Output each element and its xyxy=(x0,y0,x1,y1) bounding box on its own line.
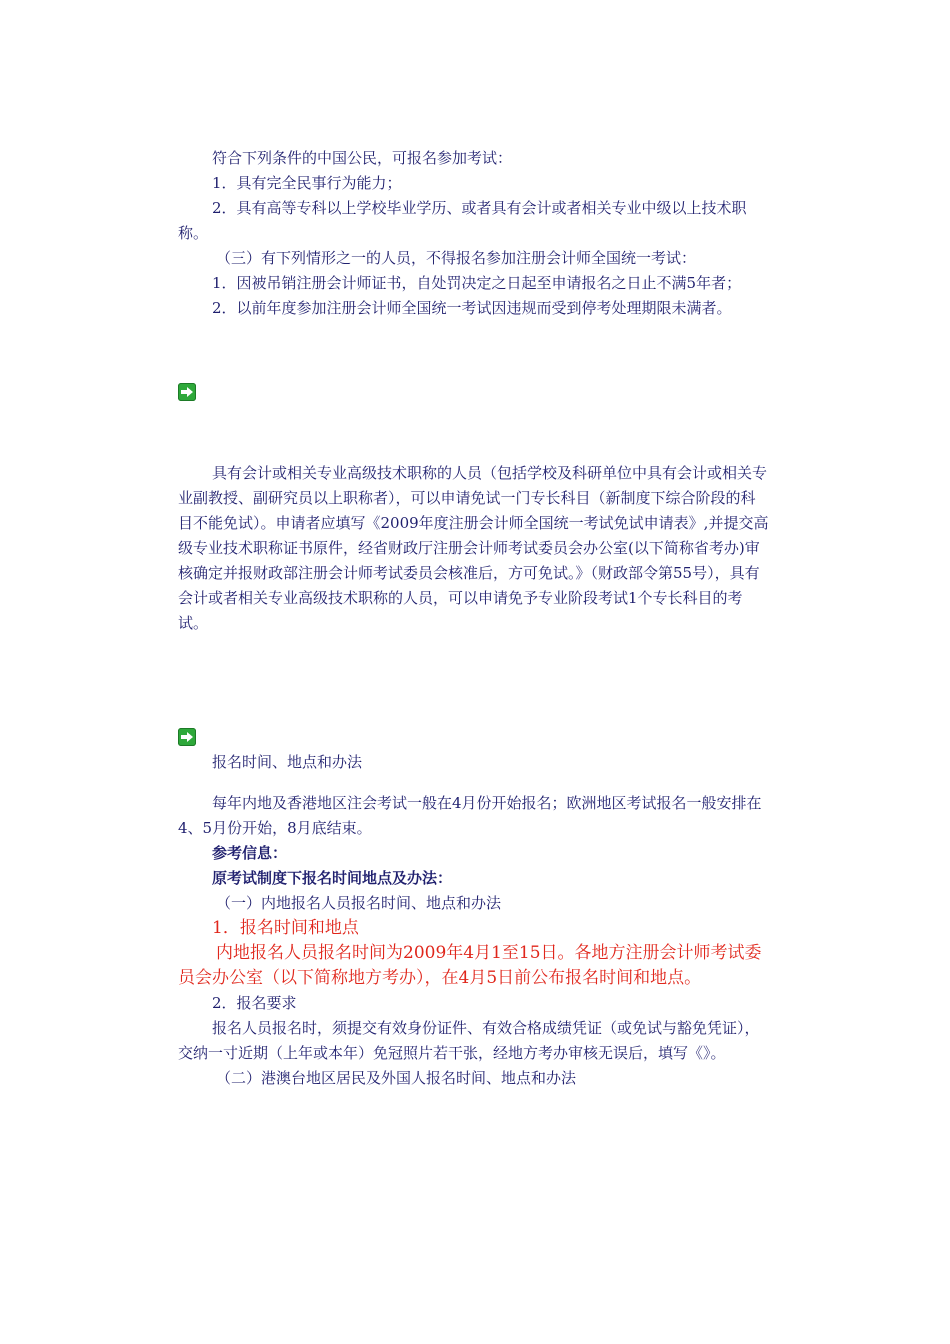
old-system-label: 原考试制度下报名时间地点及办法： xyxy=(212,869,453,887)
time-place-text: 内地报名人员报名时间为2009年4月1至15日。各地方注册会计师考试委员会办公室（以下简称地方考办），在4月5日前公布报名时间和地点。 xyxy=(178,943,762,988)
mainland-subheading: （一）内地报名人员报名时间、地点和办法 xyxy=(216,894,502,912)
document-body xyxy=(178,146,770,1091)
exemption-paragraph: 具有会计或相关专业高级技术职称的人员（包括学校及科研单位中具有会计或相关专业副教授、副研究员以上职称者），可以申请免试一门专长科目（新制度下综合阶段的科目不能免试）。申请者应填写《2009年度注册会计师全国统一考试免试申请表》,并提交高级专业技术职称证书原件，经省财政厅注册会计师考试委员会办公室(以下简称省考办)审核确定并报财政部注册会计师考试委员会核准后，方可免试。》（财政部令第55号），具有会计或者相关专业高级技术职称的人员，可以申请免予专业阶段考试1个专长科目的考试。 xyxy=(178,464,769,632)
arrow-right-icon[interactable] xyxy=(178,383,196,401)
exclusion-item-1: 1．因被吊销注册会计师证书，自处罚决定之日起至申请报名之日止不满5年者； xyxy=(212,274,742,292)
hk-macau-subheading: （二）港澳台地区居民及外国人报名时间、地点和办法 xyxy=(216,1069,577,1087)
registration-overview: 每年内地及香港地区注会考试一般在4月份开始报名；欧洲地区考试报名一般安排在4、5月份开始，8月底结束。 xyxy=(178,794,762,837)
eligibility-item-1: 1．具有完全民事行为能力； xyxy=(212,174,402,192)
eligibility-intro: 符合下列条件的中国公民，可报名参加考试： xyxy=(212,149,513,167)
time-place-heading: 1．报名时间和地点 xyxy=(212,918,359,938)
registration-heading: 报名时间、地点和办法 xyxy=(212,753,363,771)
requirements-text: 报名人员报名时，须提交有效身份证件、有效合格成绩凭证（或免试与豁免凭证），交纳一寸近期（上年或本年）免冠照片若干张，经地方考办审核无误后，填写《》。 xyxy=(178,1019,760,1062)
exclusion-heading: （三）有下列情形之一的人员，不得报名参加注册会计师全国统一考试： xyxy=(216,249,697,267)
requirements-heading: 2．报名要求 xyxy=(212,994,297,1012)
exclusion-item-2: 2．以前年度参加注册会计师全国统一考试因违规而受到停考处理期限未满者。 xyxy=(212,299,732,317)
reference-label: 参考信息： xyxy=(212,844,288,862)
eligibility-item-2: 2．具有高等专科以上学校毕业学历、或者具有会计或者相关专业中级以上技术职称。 xyxy=(178,199,747,242)
arrow-right-icon[interactable] xyxy=(178,728,196,746)
